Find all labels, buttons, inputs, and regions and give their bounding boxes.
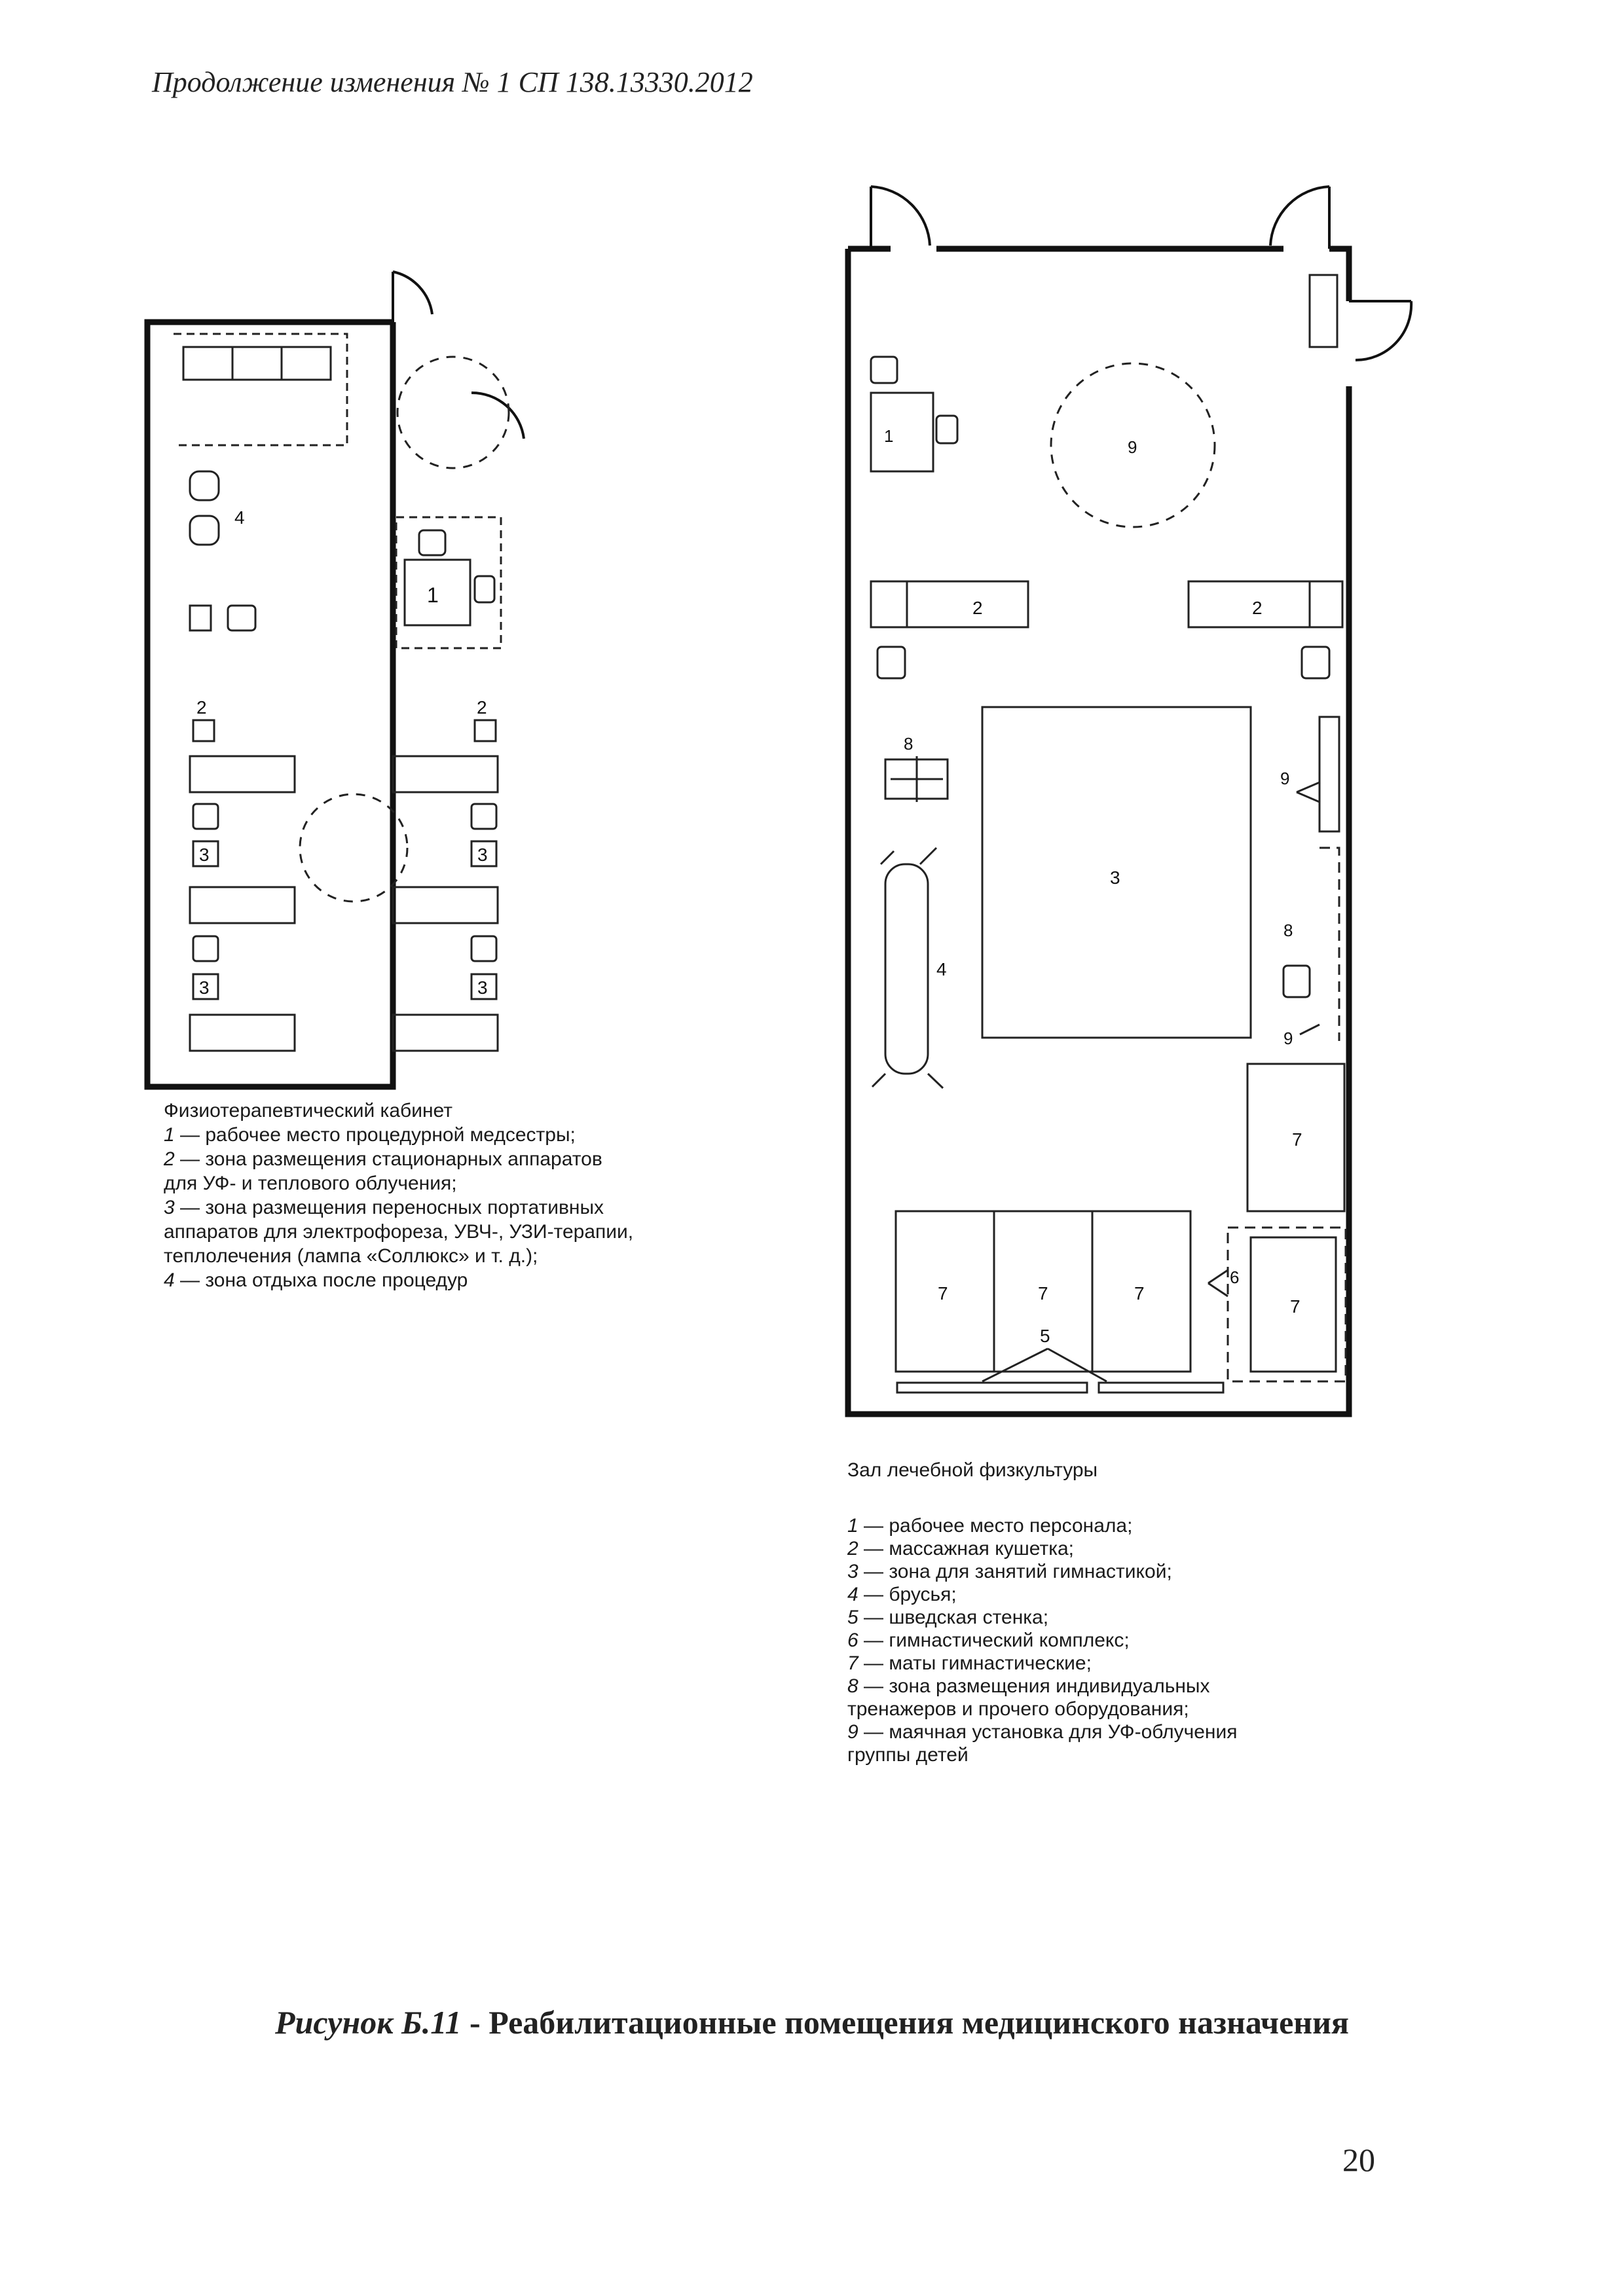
massage-couch-left bbox=[871, 581, 1028, 627]
physio-door-top-arc bbox=[393, 272, 432, 314]
legend-num: 9 bbox=[847, 1721, 858, 1743]
physio-label-1: 1 bbox=[427, 583, 439, 607]
device bbox=[471, 804, 496, 829]
physio-room-drawing bbox=[131, 255, 550, 1106]
legend-item bbox=[847, 1583, 1411, 1606]
cabinet-zone-dashed bbox=[174, 334, 347, 445]
gym-label-9-mid: 9 bbox=[1280, 769, 1290, 788]
gym-label-7: 7 bbox=[1134, 1283, 1145, 1303]
legend-item bbox=[847, 1537, 1411, 1560]
legend-item bbox=[164, 1147, 786, 1171]
legend-item bbox=[164, 1220, 786, 1244]
legend-num: 2 bbox=[847, 1538, 858, 1559]
legend-item bbox=[847, 1560, 1411, 1583]
physio-label-3: 3 bbox=[477, 977, 488, 998]
lamp-zone-circle-top bbox=[397, 357, 509, 468]
legend-item bbox=[847, 1514, 1411, 1537]
legend-text: — маячная установка для УФ-облучения bbox=[858, 1721, 1238, 1743]
physio-legend-list bbox=[164, 1123, 786, 1292]
gym-label-7: 7 bbox=[938, 1283, 948, 1303]
legend-text: — зона размещения переносных портативных bbox=[174, 1197, 604, 1218]
armchair bbox=[190, 471, 219, 500]
physio-door-side-arc bbox=[471, 393, 524, 439]
legend-num: 1 bbox=[164, 1124, 175, 1146]
trainer-chair bbox=[1283, 966, 1310, 997]
nurse-zone-dashed bbox=[396, 517, 501, 648]
gym-walls-outer bbox=[848, 249, 1349, 1414]
couch bbox=[393, 887, 498, 923]
gym-hall-legend bbox=[847, 1459, 1411, 1766]
lamp-box bbox=[193, 720, 214, 741]
legend-text: — гимнастический комплекс; bbox=[858, 1630, 1130, 1651]
gym-label-7: 7 bbox=[1292, 1129, 1302, 1150]
gym-label-3: 3 bbox=[1110, 867, 1120, 888]
gym-label-7: 7 bbox=[1290, 1296, 1301, 1317]
gym-label-9-low: 9 bbox=[1283, 1029, 1293, 1048]
figure-caption bbox=[0, 2003, 1624, 2041]
running-header: Продолжение изменения № 1 СП 138.13330.2012 bbox=[152, 66, 753, 98]
couch bbox=[190, 1015, 295, 1051]
gym-legend-list bbox=[847, 1514, 1411, 1766]
staff-chair-side bbox=[936, 416, 957, 443]
lamp-box bbox=[475, 720, 496, 741]
legend-item bbox=[847, 1698, 1411, 1721]
gym-label-9-top: 9 bbox=[1128, 437, 1137, 457]
massage-chair-right bbox=[1302, 647, 1329, 678]
legend-text: — зона для занятий гимнастикой; bbox=[858, 1561, 1172, 1582]
physio-room-legend bbox=[164, 1099, 786, 1292]
physio-room-walls bbox=[147, 322, 393, 1087]
legend-item bbox=[847, 1652, 1411, 1675]
gym-label-5: 5 bbox=[1040, 1326, 1050, 1346]
legend-item bbox=[847, 1721, 1411, 1743]
legend-text: — маты гимнастические; bbox=[858, 1652, 1092, 1674]
legend-num: 7 bbox=[847, 1652, 858, 1674]
legend-text: — зона размещения индивидуальных bbox=[858, 1675, 1210, 1697]
device bbox=[471, 936, 496, 961]
caption-text: Реабилитационные помещения медицинского назначения bbox=[489, 2004, 1349, 2041]
side-table bbox=[190, 606, 211, 630]
chair bbox=[228, 606, 255, 630]
staff-desk bbox=[871, 393, 933, 471]
legend-text: — шведская стенка; bbox=[858, 1607, 1049, 1628]
massage-chair-left bbox=[877, 647, 905, 678]
parallel-bars bbox=[872, 848, 943, 1088]
legend-text: тренажеров и прочего оборудования; bbox=[847, 1698, 1189, 1720]
physio-label-2-left: 2 bbox=[196, 697, 207, 718]
physio-label-3: 3 bbox=[477, 845, 488, 865]
couch bbox=[190, 756, 295, 792]
legend-item bbox=[164, 1244, 786, 1268]
legend-text: — рабочее место процедурной медсестры; bbox=[174, 1124, 576, 1146]
physio-label-3: 3 bbox=[199, 977, 210, 998]
legend-item bbox=[847, 1743, 1411, 1766]
legend-num: 6 bbox=[847, 1630, 858, 1651]
legend-item bbox=[847, 1629, 1411, 1652]
gym-label-6: 6 bbox=[1230, 1267, 1240, 1287]
trainer-zone-dashed bbox=[1320, 848, 1339, 1041]
physio-room-title: Физиотерапевтический кабинет bbox=[164, 1100, 452, 1121]
legend-item bbox=[164, 1171, 786, 1195]
nurse-chair-side bbox=[475, 576, 494, 602]
gym-complex-zone bbox=[1228, 1228, 1346, 1381]
couch bbox=[393, 756, 498, 792]
legend-text: — массажная кушетка; bbox=[858, 1538, 1075, 1559]
gym-label-8-left: 8 bbox=[904, 734, 913, 754]
legend-text: теплолечения (лампа «Соллюкс» и т. д.); bbox=[164, 1245, 538, 1267]
legend-item bbox=[164, 1123, 786, 1147]
gym-label-2-right: 2 bbox=[1252, 598, 1263, 618]
physio-label-4: 4 bbox=[234, 507, 245, 528]
locker bbox=[1310, 275, 1337, 347]
gym-label-7: 7 bbox=[1038, 1283, 1048, 1303]
device bbox=[193, 936, 218, 961]
legend-item bbox=[164, 1268, 786, 1292]
couch bbox=[190, 887, 295, 923]
physio-room-plan bbox=[131, 255, 550, 1106]
legend-text: — зона отдыха после процедур bbox=[174, 1269, 468, 1291]
massage-couch-right bbox=[1189, 581, 1342, 627]
legend-num: 8 bbox=[847, 1675, 858, 1697]
legend-item bbox=[847, 1675, 1411, 1698]
legend-num: 3 bbox=[847, 1561, 858, 1582]
legend-num: 2 bbox=[164, 1148, 175, 1170]
gym-side-door-arc bbox=[1356, 301, 1411, 360]
gym-door-arc-left bbox=[871, 187, 930, 246]
staff-chair bbox=[871, 357, 897, 383]
legend-num: 4 bbox=[164, 1269, 175, 1291]
gym-door-arc-right bbox=[1270, 187, 1329, 246]
legend-num: 1 bbox=[847, 1515, 858, 1537]
gym-label-1: 1 bbox=[884, 426, 894, 446]
page-number: 20 bbox=[1342, 2141, 1375, 2178]
gym-hall-title: Зал лечебной физкультуры bbox=[847, 1459, 1098, 1481]
gym-label-8-right: 8 bbox=[1283, 920, 1293, 940]
armchair bbox=[190, 516, 219, 545]
legend-text: для УФ- и теплового облучения; bbox=[164, 1173, 457, 1194]
device bbox=[193, 804, 218, 829]
gym-label-2-left: 2 bbox=[972, 598, 983, 618]
couch bbox=[393, 1015, 498, 1051]
caption-separator: - bbox=[461, 2004, 489, 2041]
legend-text: — брусья; bbox=[858, 1584, 957, 1605]
physio-label-2-right: 2 bbox=[477, 697, 487, 718]
legend-num: 4 bbox=[847, 1584, 858, 1605]
nurse-chair bbox=[419, 530, 445, 555]
legend-item bbox=[847, 1606, 1411, 1629]
physio-label-3: 3 bbox=[199, 845, 210, 865]
uv-lamp-strip bbox=[1320, 717, 1339, 831]
legend-text: — зона размещения стационарных аппаратов bbox=[174, 1148, 602, 1170]
figure-number: Рисунок Б.11 bbox=[275, 2004, 462, 2041]
legend-text: группы детей bbox=[847, 1744, 969, 1766]
gym-label-4: 4 bbox=[936, 959, 947, 979]
legend-num: 3 bbox=[164, 1197, 175, 1218]
gym-hall-plan bbox=[832, 170, 1434, 1434]
legend-num: 5 bbox=[847, 1607, 858, 1628]
cabinet-block bbox=[183, 347, 331, 380]
gym-hall-drawing bbox=[832, 170, 1434, 1434]
legend-text: — рабочее место персонала; bbox=[858, 1515, 1133, 1537]
legend-item bbox=[164, 1195, 786, 1220]
legend-text: аппаратов для электрофореза, УВЧ-, УЗИ-терапии, bbox=[164, 1221, 634, 1243]
